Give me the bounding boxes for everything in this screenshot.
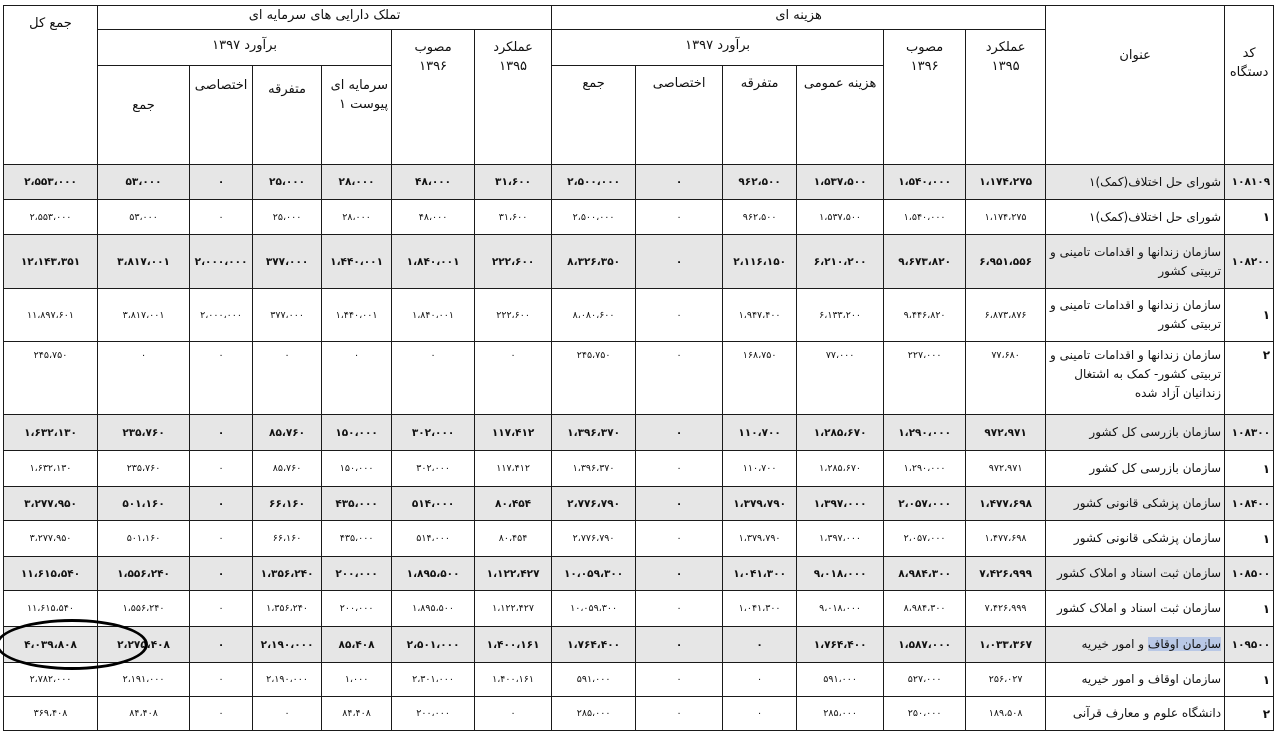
header-cap-approved-96: مصوب ۱۳۹۶ [392,30,475,165]
header-exp-misc: متفرقه [723,66,797,165]
cell-cap-misc: ۰ [253,342,322,415]
cell-grand-total: ۱۱،۶۱۵،۵۴۰ [4,591,98,627]
cell-cap-misc: ۳۷۷،۰۰۰ [253,235,322,289]
cell-exp-misc: ۱،۹۴۷،۴۰۰ [723,289,797,342]
cell-exp-actual-95: ۷،۴۲۶،۹۹۹ [966,591,1046,627]
cell-grand-total: ۲،۵۵۳،۰۰۰ [4,200,98,235]
cell-cap-specific: ۰ [190,451,253,487]
header-cap-actual-95: عملکرد ۱۳۹۵ [475,30,552,165]
cell-exp-approved-96: ۱،۵۴۰،۰۰۰ [884,200,966,235]
header-asset-group: تملک دارایی های سرمایه ای [98,6,552,30]
cell-cap-specific: ۰ [190,415,253,451]
table-row [4,342,1274,415]
cell-cap-specific: ۰ [190,487,253,521]
cell-code: ۱ [1225,591,1274,627]
cell-exp-specific: ۰ [636,415,723,451]
cell-exp-actual-95: ۲۵۶،۰۲۷ [966,663,1046,697]
cell-cap-misc: ۰ [253,697,322,731]
header-grand-total: جمع کل [4,6,98,165]
cell-cap-sum: ۲۳۵،۷۶۰ [98,451,190,487]
cell-cap-annex: ۸۵،۴۰۸ [322,627,392,663]
cell-cap-specific: ۰ [190,342,253,415]
cell-cap-sum: ۰ [98,342,190,415]
header-title: عنوان [1046,6,1225,165]
cell-cap-specific: ۰ [190,165,253,200]
header-exp-estimate-97: برآورد ۱۳۹۷ [552,30,884,66]
cell-code: ۱ [1225,663,1274,697]
cell-exp-specific: ۰ [636,342,723,415]
budget-table [3,5,1274,731]
cell-exp-specific: ۰ [636,663,723,697]
cell-cap-sum: ۳،۸۱۷،۰۰۱ [98,235,190,289]
table-row [4,200,1274,235]
cell-cap-approved-96: ۵۱۴،۰۰۰ [392,487,475,521]
cell-cap-annex: ۸۴،۴۰۸ [322,697,392,731]
cell-exp-specific: ۰ [636,521,723,557]
cell-exp-specific: ۰ [636,289,723,342]
cell-title: شورای حل اختلاف(کمک)۱ [1046,165,1225,200]
cell-cap-misc: ۲،۱۹۰،۰۰۰ [253,627,322,663]
cell-cap-actual-95: ۸۰،۴۵۴ [475,521,552,557]
cell-exp-approved-96: ۵۲۷،۰۰۰ [884,663,966,697]
cell-cap-approved-96: ۱،۸۴۰،۰۰۱ [392,235,475,289]
cell-cap-actual-95: ۱۱۷،۴۱۲ [475,415,552,451]
cell-exp-sum: ۲،۵۰۰،۰۰۰ [552,165,636,200]
cell-cap-annex: ۱،۰۰۰ [322,663,392,697]
table-row [4,235,1274,289]
header-cap-estimate-97: برآورد ۱۳۹۷ [98,30,392,66]
cell-grand-total: ۱،۶۳۲،۱۳۰ [4,415,98,451]
cell-grand-total: ۱۱،۸۹۷،۶۰۱ [4,289,98,342]
cell-exp-specific: ۰ [636,697,723,731]
cell-code: ۱ [1225,451,1274,487]
cell-exp-general: ۵۹۱،۰۰۰ [797,663,884,697]
cell-exp-misc: ۲،۱۱۶،۱۵۰ [723,235,797,289]
cell-exp-specific: ۰ [636,200,723,235]
cell-code: ۱۰۸۵۰۰ [1225,557,1274,591]
cell-code: ۱ [1225,521,1274,557]
header-cap-specific: اختصاصی [190,66,253,165]
cell-cap-actual-95: ۸۰،۴۵۴ [475,487,552,521]
cell-cap-sum: ۲،۲۷۵،۴۰۸ [98,627,190,663]
cell-exp-general: ۱،۷۶۴،۴۰۰ [797,627,884,663]
cell-cap-misc: ۲۵،۰۰۰ [253,165,322,200]
cell-exp-actual-95: ۱،۴۷۷،۶۹۸ [966,487,1046,521]
cell-exp-misc: ۱۱۰،۷۰۰ [723,415,797,451]
title-text-rest: و امور خیریه [1081,637,1148,651]
table-row [4,663,1274,697]
table-row [4,487,1274,521]
cell-cap-approved-96: ۲،۳۰۱،۰۰۰ [392,663,475,697]
header-exp-actual-95: عملکرد ۱۳۹۵ [966,30,1046,165]
cell-cap-actual-95: ۳۱،۶۰۰ [475,165,552,200]
highlighted-title-text: سازمان اوقاف [1147,637,1222,651]
cell-cap-annex: ۱،۴۴۰،۰۰۱ [322,235,392,289]
cell-cap-specific: ۰ [190,627,253,663]
cell-exp-sum: ۱،۷۶۴،۴۰۰ [552,627,636,663]
cell-exp-misc: ۰ [723,697,797,731]
cell-exp-misc: ۱،۳۷۹،۷۹۰ [723,487,797,521]
cell-grand-total: ۳،۲۷۷،۹۵۰ [4,521,98,557]
cell-title: سازمان ثبت اسناد و املاک کشور [1046,591,1225,627]
cell-title: دانشگاه علوم و معارف قرآنی [1046,697,1225,731]
cell-cap-annex: ۴۳۵،۰۰۰ [322,487,392,521]
cell-exp-specific: ۰ [636,487,723,521]
cell-exp-general: ۱،۲۸۵،۶۷۰ [797,415,884,451]
cell-exp-general: ۱،۳۹۷،۰۰۰ [797,521,884,557]
cell-exp-actual-95: ۷۷،۶۸۰ [966,342,1046,415]
cell-cap-sum: ۵۳،۰۰۰ [98,165,190,200]
cell-cap-sum: ۳،۸۱۷،۰۰۱ [98,289,190,342]
cell-cap-approved-96: ۱،۸۹۵،۵۰۰ [392,557,475,591]
cell-title: سازمان ثبت اسناد و املاک کشور [1046,557,1225,591]
cell-cap-misc: ۱،۳۵۶،۲۴۰ [253,557,322,591]
cell-grand-total: ۲،۷۸۲،۰۰۰ [4,663,98,697]
cell-code: ۱۰۹۵۰۰ [1225,627,1274,663]
cell-cap-sum: ۲،۱۹۱،۰۰۰ [98,663,190,697]
cell-cap-actual-95: ۲۲۲،۶۰۰ [475,235,552,289]
cell-exp-general: ۹،۰۱۸،۰۰۰ [797,591,884,627]
cell-exp-actual-95: ۶،۹۵۱،۵۵۶ [966,235,1046,289]
cell-cap-specific: ۰ [190,521,253,557]
cell-code: ۲ [1225,697,1274,731]
cell-exp-general: ۱،۳۹۷،۰۰۰ [797,487,884,521]
cell-exp-specific: ۰ [636,557,723,591]
cell-exp-approved-96: ۲۲۷،۰۰۰ [884,342,966,415]
cell-exp-general: ۱،۲۸۵،۶۷۰ [797,451,884,487]
cell-exp-actual-95: ۹۷۲،۹۷۱ [966,451,1046,487]
cell-exp-actual-95: ۱،۱۷۴،۲۷۵ [966,165,1046,200]
cell-title: سازمان بازرسی کل کشور [1046,451,1225,487]
cell-cap-misc: ۶۶،۱۶۰ [253,487,322,521]
cell-exp-misc: ۰ [723,627,797,663]
cell-exp-actual-95: ۱۸۹،۵۰۸ [966,697,1046,731]
cell-code: ۱ [1225,200,1274,235]
cell-exp-misc: ۹۶۲،۵۰۰ [723,200,797,235]
cell-cap-misc: ۳۷۷،۰۰۰ [253,289,322,342]
table-row [4,415,1274,451]
cell-exp-misc: ۰ [723,663,797,697]
cell-exp-approved-96: ۲،۰۵۷،۰۰۰ [884,521,966,557]
cell-grand-total: ۲،۵۵۳،۰۰۰ [4,165,98,200]
cell-grand-total: ۳،۲۷۷،۹۵۰ [4,487,98,521]
cell-cap-specific: ۲،۰۰۰،۰۰۰ [190,235,253,289]
table-row [4,451,1274,487]
cell-exp-general: ۷۷،۰۰۰ [797,342,884,415]
cell-cap-approved-96: ۳۰۲،۰۰۰ [392,415,475,451]
cell-cap-approved-96: ۴۸،۰۰۰ [392,200,475,235]
table-row [4,627,1274,663]
cell-exp-actual-95: ۹۷۲،۹۷۱ [966,415,1046,451]
cell-exp-sum: ۵۹۱،۰۰۰ [552,663,636,697]
table-row [4,591,1274,627]
cell-exp-general: ۱،۵۳۷،۵۰۰ [797,200,884,235]
cell-cap-sum: ۵۰۱،۱۶۰ [98,521,190,557]
cell-title: سازمان زندانها و اقدامات تامینی و تربیتی کشور [1046,235,1225,289]
cell-cap-approved-96: ۱،۸۹۵،۵۰۰ [392,591,475,627]
cell-code: ۱۰۸۳۰۰ [1225,415,1274,451]
header-general-cost: هزینه عمومی [797,66,884,165]
cell-title: سازمان پزشکی قانونی کشور [1046,487,1225,521]
cell-cap-sum: ۵۳،۰۰۰ [98,200,190,235]
cell-exp-approved-96: ۱،۵۴۰،۰۰۰ [884,165,966,200]
cell-grand-total: ۱،۶۳۲،۱۳۰ [4,451,98,487]
cell-cap-sum: ۱،۵۵۶،۲۴۰ [98,591,190,627]
cell-cap-annex: ۴۳۵،۰۰۰ [322,521,392,557]
cell-title: سازمان پزشکی قانونی کشور [1046,521,1225,557]
cell-exp-misc: ۹۶۲،۵۰۰ [723,165,797,200]
cell-exp-specific: ۰ [636,235,723,289]
cell-exp-sum: ۱،۳۹۶،۳۷۰ [552,415,636,451]
cell-cap-actual-95: ۱۱۷،۴۱۲ [475,451,552,487]
cell-cap-actual-95: ۱،۴۰۰،۱۶۱ [475,663,552,697]
cell-cap-actual-95: ۲۲۲،۶۰۰ [475,289,552,342]
cell-cap-actual-95: ۳۱،۶۰۰ [475,200,552,235]
cell-title: شورای حل اختلاف(کمک)۱ [1046,200,1225,235]
cell-exp-actual-95: ۷،۴۲۶،۹۹۹ [966,557,1046,591]
header-exp-approved-96: مصوب ۱۳۹۶ [884,30,966,165]
cell-title [1046,627,1225,663]
cell-grand-total: ۴،۰۳۹،۸۰۸ [4,627,98,663]
cell-cap-actual-95: ۱،۱۲۲،۴۲۷ [475,591,552,627]
cell-cap-sum: ۵۰۱،۱۶۰ [98,487,190,521]
cell-exp-sum: ۲۴۵،۷۵۰ [552,342,636,415]
cell-exp-sum: ۲،۷۷۶،۷۹۰ [552,487,636,521]
header-expense-group: هزینه ای [552,6,1046,30]
cell-cap-approved-96: ۲،۵۰۱،۰۰۰ [392,627,475,663]
cell-exp-sum: ۱۰،۰۵۹،۳۰۰ [552,591,636,627]
table-row [4,521,1274,557]
cell-cap-sum: ۸۴،۴۰۸ [98,697,190,731]
cell-exp-sum: ۸،۳۲۶،۳۵۰ [552,235,636,289]
cell-cap-misc: ۲،۱۹۰،۰۰۰ [253,663,322,697]
cell-cap-approved-96: ۴۸،۰۰۰ [392,165,475,200]
cell-exp-specific: ۰ [636,627,723,663]
cell-exp-actual-95: ۱،۰۳۳،۳۶۷ [966,627,1046,663]
cell-cap-approved-96: ۵۱۴،۰۰۰ [392,521,475,557]
cell-exp-approved-96: ۹،۶۷۳،۸۲۰ [884,235,966,289]
cell-cap-annex: ۱۵۰،۰۰۰ [322,451,392,487]
cell-exp-approved-96: ۹،۴۴۶،۸۲۰ [884,289,966,342]
cell-code: ۱۰۸۲۰۰ [1225,235,1274,289]
cell-cap-approved-96: ۲۰۰،۰۰۰ [392,697,475,731]
cell-grand-total: ۲۴۵،۷۵۰ [4,342,98,415]
cell-cap-actual-95: ۰ [475,342,552,415]
table-row [4,697,1274,731]
cell-cap-misc: ۱،۳۵۶،۲۴۰ [253,591,322,627]
header-capital-annex: سرمایه ای پیوست ۱ [322,66,392,165]
cell-code: ۱۰۸۱۰۹ [1225,165,1274,200]
cell-cap-sum: ۱،۵۵۶،۲۴۰ [98,557,190,591]
cell-cap-actual-95: ۱،۴۰۰،۱۶۱ [475,627,552,663]
cell-cap-specific: ۰ [190,557,253,591]
table-row [4,557,1274,591]
cell-cap-specific: ۲،۰۰۰،۰۰۰ [190,289,253,342]
cell-exp-general: ۶،۱۳۳،۲۰۰ [797,289,884,342]
cell-grand-total: ۱۲،۱۴۳،۳۵۱ [4,235,98,289]
cell-exp-misc: ۱۶۸،۷۵۰ [723,342,797,415]
cell-cap-actual-95: ۱،۱۲۲،۴۲۷ [475,557,552,591]
cell-exp-sum: ۱۰،۰۵۹،۳۰۰ [552,557,636,591]
cell-code: ۱ [1225,289,1274,342]
cell-cap-sum: ۲۳۵،۷۶۰ [98,415,190,451]
cell-title: سازمان زندانها و اقدامات تامینی و تربیتی کشور- کمک به اشتغال زندانیان آزاد شده [1046,342,1225,415]
cell-title: سازمان زندانها و اقدامات تامینی و تربیتی کشور [1046,289,1225,342]
cell-exp-actual-95: ۱،۴۷۷،۶۹۸ [966,521,1046,557]
cell-exp-specific: ۰ [636,591,723,627]
cell-cap-annex: ۲۸،۰۰۰ [322,200,392,235]
cell-cap-approved-96: ۰ [392,342,475,415]
cell-exp-sum: ۱،۳۹۶،۳۷۰ [552,451,636,487]
cell-exp-approved-96: ۲۵۰،۰۰۰ [884,697,966,731]
cell-cap-specific: ۰ [190,697,253,731]
cell-exp-actual-95: ۶،۸۷۳،۸۷۶ [966,289,1046,342]
cell-cap-annex: ۲۸،۰۰۰ [322,165,392,200]
table-row [4,289,1274,342]
header-cap-misc: متفرقه [253,66,322,165]
cell-exp-misc: ۱۱۰،۷۰۰ [723,451,797,487]
cell-cap-misc: ۸۵،۷۶۰ [253,415,322,451]
cell-exp-sum: ۲۸۵،۰۰۰ [552,697,636,731]
cell-cap-approved-96: ۱،۸۴۰،۰۰۱ [392,289,475,342]
cell-title: سازمان بازرسی کل کشور [1046,415,1225,451]
cell-exp-sum: ۸،۰۸۰،۶۰۰ [552,289,636,342]
cell-exp-approved-96: ۱،۲۹۰،۰۰۰ [884,415,966,451]
cell-cap-specific: ۰ [190,591,253,627]
cell-exp-approved-96: ۲،۰۵۷،۰۰۰ [884,487,966,521]
cell-exp-sum: ۲،۵۰۰،۰۰۰ [552,200,636,235]
cell-cap-annex: ۲۰۰،۰۰۰ [322,557,392,591]
header-exp-sum: جمع [552,66,636,165]
cell-exp-misc: ۱،۰۴۱،۳۰۰ [723,591,797,627]
header-cap-sum: جمع [98,66,190,165]
cell-cap-specific: ۰ [190,200,253,235]
cell-exp-general: ۲۸۵،۰۰۰ [797,697,884,731]
cell-exp-approved-96: ۱،۵۸۷،۰۰۰ [884,627,966,663]
table-body [4,165,1274,731]
cell-exp-actual-95: ۱،۱۷۴،۲۷۵ [966,200,1046,235]
cell-cap-misc: ۶۶،۱۶۰ [253,521,322,557]
cell-cap-annex: ۱۵۰،۰۰۰ [322,415,392,451]
cell-title: سازمان اوقاف و امور خیریه [1046,663,1225,697]
cell-exp-specific: ۰ [636,165,723,200]
cell-exp-sum: ۲،۷۷۶،۷۹۰ [552,521,636,557]
cell-exp-approved-96: ۸،۹۸۴،۳۰۰ [884,591,966,627]
cell-grand-total: ۱۱،۶۱۵،۵۴۰ [4,557,98,591]
header-exp-specific: اختصاصی [636,66,723,165]
cell-exp-misc: ۱،۳۷۹،۷۹۰ [723,521,797,557]
cell-cap-misc: ۲۵،۰۰۰ [253,200,322,235]
cell-exp-general: ۹،۰۱۸،۰۰۰ [797,557,884,591]
table-row [4,165,1274,200]
cell-cap-approved-96: ۳۰۲،۰۰۰ [392,451,475,487]
cell-code: ۲ [1225,342,1274,415]
cell-cap-misc: ۸۵،۷۶۰ [253,451,322,487]
cell-grand-total: ۳۶۹،۴۰۸ [4,697,98,731]
cell-cap-annex: ۲۰۰،۰۰۰ [322,591,392,627]
cell-cap-actual-95: ۰ [475,697,552,731]
header-code: کد دستگاه [1225,6,1274,165]
cell-cap-specific: ۰ [190,663,253,697]
cell-exp-misc: ۱،۰۴۱،۳۰۰ [723,557,797,591]
cell-code: ۱۰۸۴۰۰ [1225,487,1274,521]
cell-exp-approved-96: ۸،۹۸۴،۳۰۰ [884,557,966,591]
cell-cap-annex: ۱،۴۴۰،۰۰۱ [322,289,392,342]
cell-cap-annex: ۰ [322,342,392,415]
cell-exp-approved-96: ۱،۲۹۰،۰۰۰ [884,451,966,487]
cell-exp-general: ۱،۵۳۷،۵۰۰ [797,165,884,200]
table-header [4,6,1274,165]
cell-exp-specific: ۰ [636,451,723,487]
cell-exp-general: ۶،۲۱۰،۲۰۰ [797,235,884,289]
